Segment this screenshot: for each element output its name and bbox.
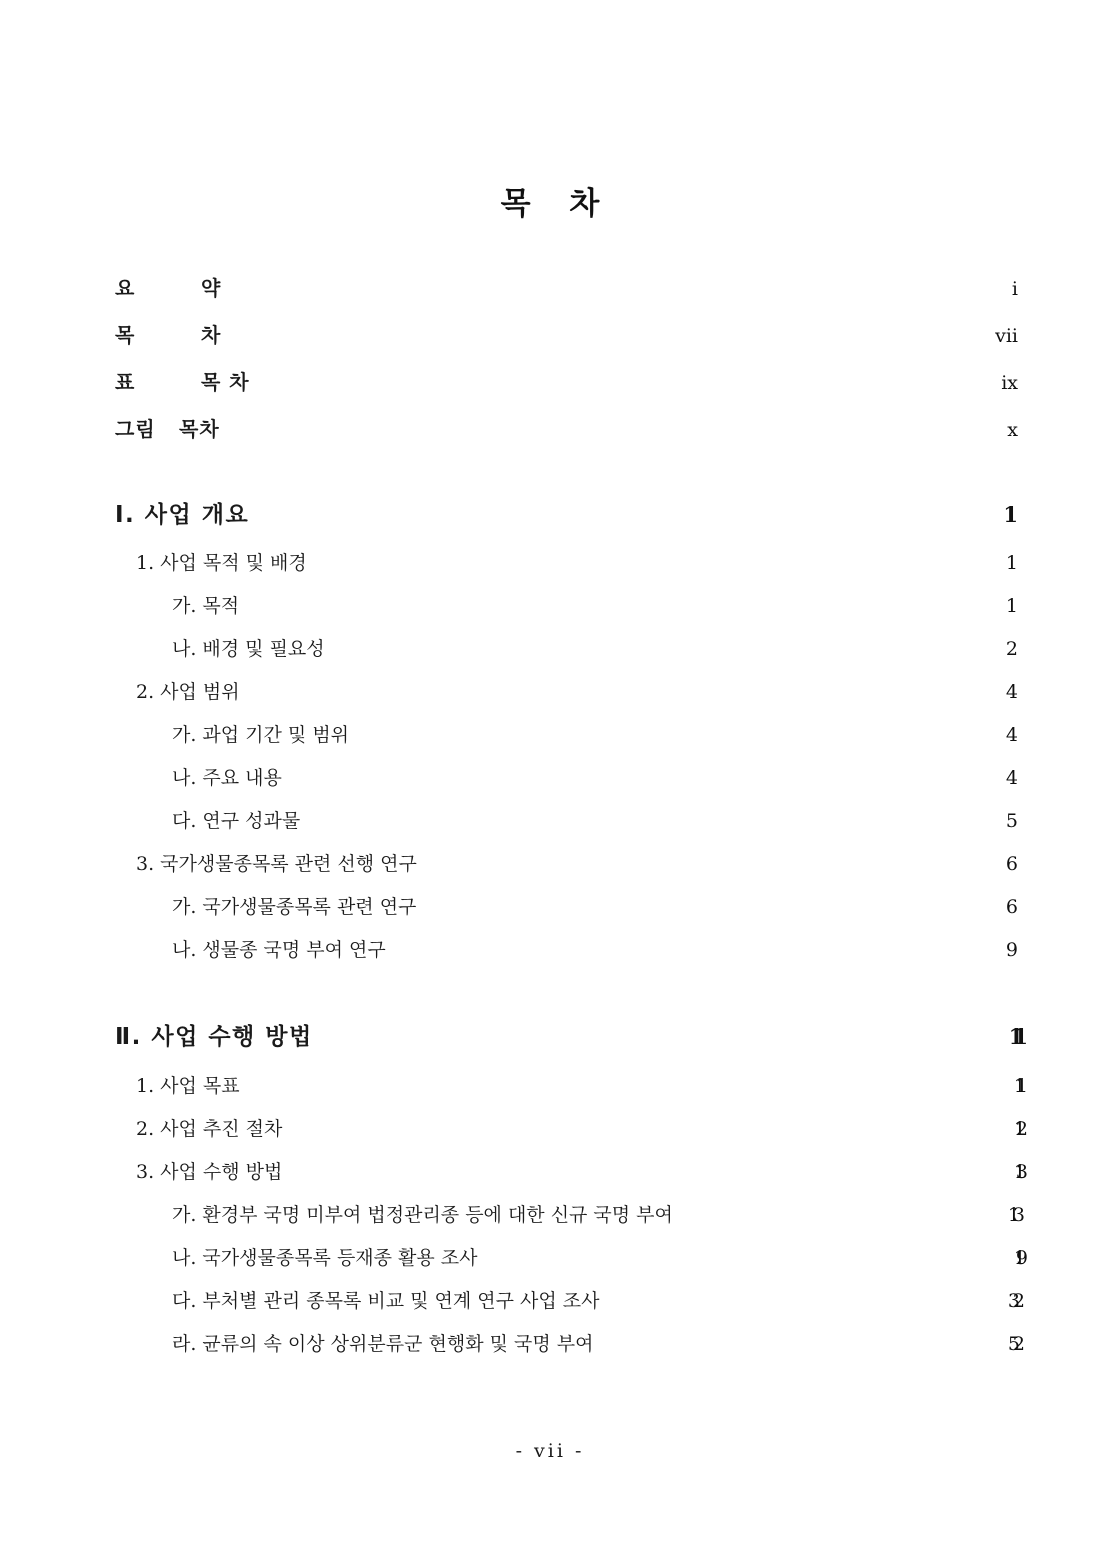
toc-row-2-3-b[interactable] xyxy=(0,1245,1100,1275)
toc-label-part-a: 목 xyxy=(115,323,136,347)
toc-label: 나. 주요 내용 xyxy=(172,767,282,789)
toc-label: 2. 사업 범위 xyxy=(136,681,240,703)
toc-row-1-2-a[interactable] xyxy=(0,722,1100,752)
leader-dots xyxy=(249,525,1001,526)
footer-page-marker: - vii - xyxy=(515,1440,585,1462)
toc-page-number: 4 xyxy=(1005,724,1018,746)
toc-row-1-2[interactable] xyxy=(0,679,1100,709)
toc-label xyxy=(115,416,220,442)
leader-dots xyxy=(593,1354,1005,1355)
toc-page-number: 4 xyxy=(1005,681,1018,703)
toc-page-number: 9 xyxy=(1005,939,1018,961)
toc-label xyxy=(115,322,221,348)
toc-label-part-a: 요 xyxy=(115,276,136,300)
leader-dots xyxy=(416,917,1003,918)
leader-dots xyxy=(417,874,1004,875)
leader-dots xyxy=(673,1225,1006,1226)
toc-page-number: 11 xyxy=(1008,1024,1018,1049)
leader-dots xyxy=(307,573,1004,574)
toc-row-front-contents[interactable] xyxy=(0,322,1100,352)
toc-page-number: 1 xyxy=(1005,595,1018,617)
toc-page-number: 1 xyxy=(1005,552,1018,574)
toc-label-part-b: 목 차 xyxy=(201,370,250,394)
toc-label: 3. 국가생물종목록 관련 선행 연구 xyxy=(136,853,417,875)
leader-dots xyxy=(221,345,993,346)
toc-row-front-figure-list[interactable] xyxy=(0,416,1100,446)
toc-row-1-3-a[interactable] xyxy=(0,894,1100,924)
leader-dots xyxy=(478,1268,1012,1269)
toc-label-part-a: 표 xyxy=(115,370,136,394)
toc-label: 3. 사업 수행 방법 xyxy=(136,1161,283,1183)
toc-page-number: 13 xyxy=(1013,1161,1018,1183)
toc-row-2-3-c[interactable] xyxy=(0,1288,1100,1318)
toc-row-2-3-d[interactable] xyxy=(0,1331,1100,1361)
toc-label xyxy=(115,275,221,301)
toc-label-part-b: 차 xyxy=(201,323,222,347)
toc-page-number: 52 xyxy=(1007,1333,1018,1355)
toc-page-number: 6 xyxy=(1005,853,1018,875)
toc-row-2-1[interactable] xyxy=(0,1073,1100,1103)
toc-label: 가. 과업 기간 및 범위 xyxy=(172,724,350,746)
toc-row-1-2-c[interactable] xyxy=(0,808,1100,838)
toc-row-front-summary[interactable] xyxy=(0,275,1100,305)
toc-row-1-3-b[interactable] xyxy=(0,937,1100,967)
toc-label: Ⅱ. 사업 수행 방법 xyxy=(115,1024,313,1050)
toc-page-number: 2 xyxy=(1005,638,1018,660)
leader-dots xyxy=(282,788,1004,789)
toc-page-number: x xyxy=(1007,419,1018,441)
leader-dots xyxy=(240,702,1004,703)
toc-label: 2. 사업 추진 절차 xyxy=(136,1118,283,1140)
leader-dots xyxy=(386,960,1004,961)
toc-label: 가. 국가생물종목록 관련 연구 xyxy=(172,896,417,918)
leader-dots xyxy=(313,1047,1007,1048)
toc-page-number: 1 xyxy=(1003,502,1018,527)
leader-dots xyxy=(220,439,1006,440)
leader-dots xyxy=(282,1182,1011,1183)
leader-dots xyxy=(300,831,1004,832)
toc-label: Ⅰ. 사업 개요 xyxy=(115,502,250,528)
leader-dots xyxy=(349,745,1004,746)
toc-label: 나. 배경 및 필요성 xyxy=(172,638,325,660)
leader-dots xyxy=(282,1139,1011,1140)
toc-label: 1. 사업 목적 및 배경 xyxy=(136,552,307,574)
toc-row-1-1-a[interactable] xyxy=(0,593,1100,623)
toc-page-number: 5 xyxy=(1005,810,1018,832)
toc-page-number: ix xyxy=(1001,372,1018,394)
toc-row-1-1-b[interactable] xyxy=(0,636,1100,666)
toc-label xyxy=(115,369,250,395)
toc-row-chapter-1[interactable] xyxy=(0,502,1100,532)
toc-label: 라. 균류의 속 이상 상위분류군 현행화 및 국명 부여 xyxy=(172,1333,594,1355)
toc-page-number: 12 xyxy=(1013,1118,1018,1140)
toc-row-front-table-list[interactable] xyxy=(0,369,1100,399)
toc-label-part-b: 목차 xyxy=(179,417,220,441)
toc-page-number: 4 xyxy=(1005,767,1018,789)
toc-page-number: 13 xyxy=(1007,1204,1018,1226)
toc-label: 가. 환경부 국명 미부여 법정관리종 등에 대한 신규 국명 부여 xyxy=(172,1204,673,1226)
leader-dots xyxy=(250,392,1000,393)
toc-label: 1. 사업 목표 xyxy=(136,1075,240,1097)
toc-label: 다. 연구 성과물 xyxy=(172,810,301,832)
toc-label: 다. 부처별 관리 종목록 비교 및 연계 연구 사업 조사 xyxy=(172,1290,600,1312)
leader-dots xyxy=(325,659,1004,660)
toc-row-1-2-b[interactable] xyxy=(0,765,1100,795)
toc-label: 나. 국가생물종목록 등재종 활용 조사 xyxy=(172,1247,478,1269)
leader-dots xyxy=(221,298,1010,299)
toc-row-2-3-a[interactable] xyxy=(0,1202,1100,1232)
toc-row-1-1[interactable] xyxy=(0,550,1100,580)
leader-dots xyxy=(239,616,1004,617)
toc-label-part-a: 그림 xyxy=(115,417,156,441)
leader-dots xyxy=(240,1096,1012,1097)
toc-page-number: 32 xyxy=(1007,1290,1018,1312)
leader-dots xyxy=(599,1311,1005,1312)
toc-label: 가. 목적 xyxy=(172,595,240,617)
toc-page-number: vii xyxy=(995,325,1018,347)
toc-label-part-b: 약 xyxy=(201,276,222,300)
toc-row-2-3[interactable] xyxy=(0,1159,1100,1189)
toc-page-number: 11 xyxy=(1013,1075,1018,1097)
toc-row-1-3[interactable] xyxy=(0,851,1100,881)
toc-page-number: i xyxy=(1011,278,1018,300)
toc-page-number: 6 xyxy=(1005,896,1018,918)
page-title: 목 차 xyxy=(500,186,614,222)
toc-page-number: 19 xyxy=(1013,1247,1018,1269)
toc-label: 나. 생물종 국명 부여 연구 xyxy=(172,939,386,961)
toc-row-chapter-2[interactable] xyxy=(0,1024,1100,1054)
toc-row-2-2[interactable] xyxy=(0,1116,1100,1146)
